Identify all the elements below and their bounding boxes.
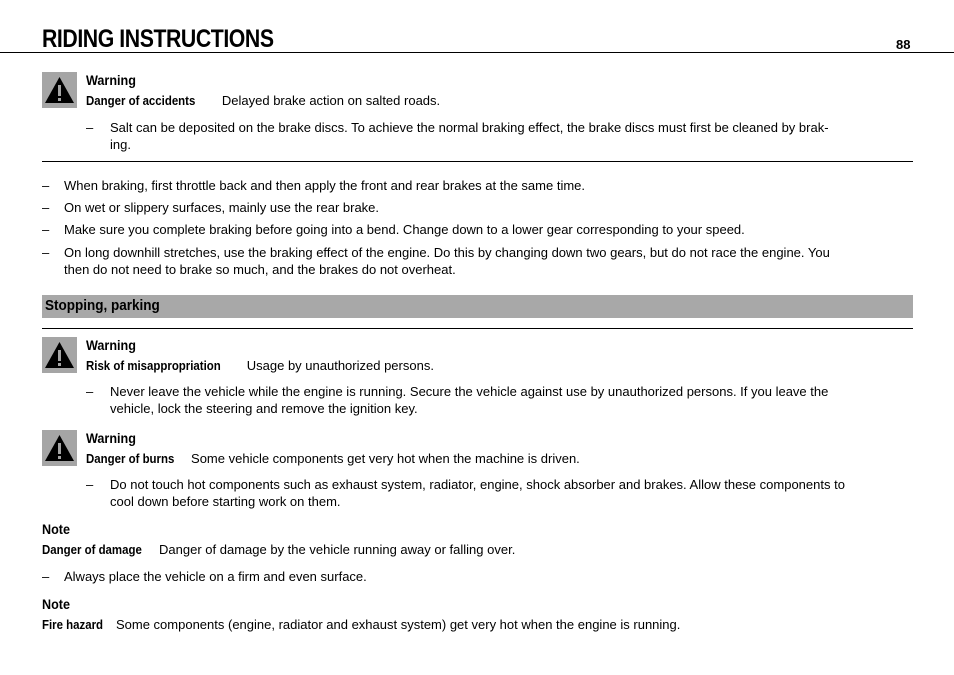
warning-triangle-icon [42, 430, 77, 466]
note-statement [42, 542, 515, 557]
list-item-text: then do not need to brake so much, and the brakes do not overheat. [64, 262, 456, 277]
dash-bullet: – [42, 569, 50, 584]
warning-block-accidents [42, 72, 913, 152]
list-item-text: ing. [110, 137, 131, 152]
warning-description: Delayed brake action on salted roads. [221, 93, 441, 108]
warning-keyword: Danger of burns [86, 451, 175, 466]
note-description: Some components (engine, radiator and exhaust system) get very hot when the engine is running. [115, 617, 681, 632]
warning-keyword: Risk of misappropriation [86, 358, 221, 373]
warning-statement [86, 93, 440, 108]
warning-title: Warning [86, 337, 136, 353]
dash-bullet: – [42, 245, 50, 260]
warning-keyword: Danger of accidents [86, 93, 196, 108]
note-title: Note [42, 596, 71, 612]
dash-bullet: – [86, 384, 94, 399]
section-header [42, 295, 913, 318]
note-keyword: Danger of damage [42, 542, 142, 557]
list-item-text: Salt can be deposited on the brake discs. To achieve the normal braking effect, the brake discs must first be cleaned by brak- [110, 120, 829, 135]
page-header [0, 24, 954, 53]
warning-triangle-icon [42, 337, 77, 373]
list-item-text: On wet or slippery surfaces, mainly use the rear brake. [64, 200, 380, 215]
list-item-text: Never leave the vehicle while the engine is running. Secure the vehicle against use by unauthorized persons. If you leave the [110, 384, 829, 399]
warning-block-burns [42, 430, 913, 512]
warning-statement [86, 451, 580, 466]
list-item-text: When braking, first throttle back and then apply the front and rear brakes at the same time. [64, 178, 585, 193]
list-item-text: Make sure you complete braking before going into a bend. Change down to a lower gear corresponding to your speed. [64, 222, 745, 237]
warning-description: Usage by unauthorized persons. [246, 358, 434, 373]
note-statement [42, 617, 680, 632]
section-title: Stopping, parking [45, 297, 160, 314]
warning-description: Some vehicle components get very hot when the machine is driven. [191, 451, 580, 466]
list-item-text: cool down before starting work on them. [110, 494, 341, 509]
note-description: Danger of damage by the vehicle running away or falling over. [159, 542, 516, 557]
warning-block-misappropriation [42, 337, 913, 419]
list-item-text: Always place the vehicle on a firm and even surface. [64, 569, 367, 584]
note-keyword: Fire hazard [42, 617, 104, 632]
divider [42, 161, 913, 162]
note-title: Note [42, 521, 71, 537]
warning-statement [86, 358, 434, 373]
dash-bullet: – [42, 178, 50, 193]
dash-bullet: – [86, 477, 94, 492]
warning-title: Warning [86, 430, 136, 446]
warning-title: Warning [86, 72, 136, 88]
list-item-text: On long downhill stretches, use the braking effect of the engine. Do this by changing down two gears, but do not race the engine. You [64, 245, 830, 260]
dash-bullet: – [42, 200, 50, 215]
page-number: 88 [896, 37, 911, 52]
list-item-text: Do not touch hot components such as exhaust system, radiator, engine, shock absorber and brakes. Allow these components to [110, 477, 845, 492]
dash-bullet: – [42, 222, 50, 237]
divider [42, 328, 913, 329]
list-item-text: vehicle, lock the steering and remove the ignition key. [110, 401, 418, 416]
warning-triangle-icon [42, 72, 77, 108]
page-title: RIDING INSTRUCTIONS [42, 25, 274, 53]
dash-bullet: – [86, 120, 94, 135]
